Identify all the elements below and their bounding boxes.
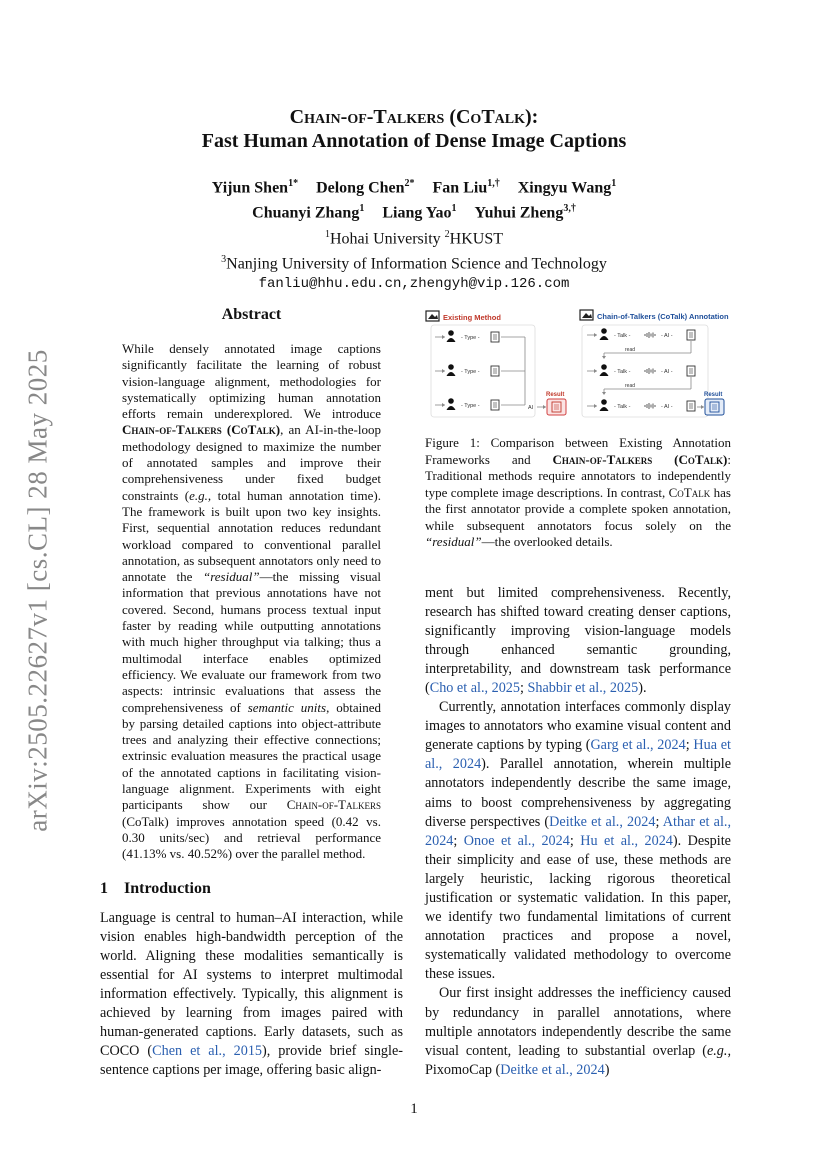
person-icon <box>601 399 607 405</box>
figure-left-title: Existing Method <box>443 313 501 322</box>
section-heading-introduction: 1 Introduction <box>100 879 211 897</box>
person-body-icon <box>600 336 609 340</box>
result-label-right: Result <box>704 392 723 398</box>
abstract-text: While densely annotated image captions significantly facilitate the learning of robust vision-language alignment, methodologies for systematically optimizing human annotation efforts remain underexplored. We introduce Chain-of-Talkers (CoTalk), an AI-in-the-loop methodology designed to maximize the number of annotated samples and improve their comprehensiveness under fixed budget constraints (e.g., total human annotation time). The framework is built upon two key insights. First, sequential annotation reduces redundant workload compared to conventional parallel annotation, as subsequent annotators only need to annotate the “residual”—the missing visual information that previous annotations have not covered. Second, humans process textual input faster by reading while outputting annotations with much higher throughput via talking; thus a multimodal interface enables optimized efficiency. We evaluate our framework from two aspects: intrinsic evaluations that assess the comprehensiveness of semantic units, obtained by parsing detailed captions into object-attribute trees and analyzing their effective connections; extrinsic evaluation measures the practical usage of the annotated captions in facilitating vision-language alignment. Experiments with eight participants show our Chain-of-Talkers (CoTalk) improves annotation speed (0.42 vs. 0.30 units/sec) and retrieval performance (41.13% vs. 40.52%) over the parallel method. <box>122 341 381 862</box>
ai-label: AI <box>528 405 534 411</box>
person-icon <box>448 364 454 370</box>
abstract-heading: Abstract <box>221 306 282 323</box>
talk-label: - Talk - <box>614 369 631 375</box>
intro-paragraph-3: Currently, annotation interfaces commonly display images to annotators who examine visual content and generate captions by typing (Garg et al., 2024; Hua et al., 2024). Parallel annotation, wherein multiple annotators independently describe the same image, aims to boost comprehensiveness by aggregating diverse perspectives (Deitke et al., 2024; Athar et al., 2024; Onoe et al., 2024; Hu et al., 2024). Despite their simplicity and ease of use, these methods are largely heuristic, lacking rigorous theoretical justification or systematic validation. In this paper, we identify two fundamental limitations of current annotation practices and propose a novel, systematically validated methodology to overcome these issues. <box>425 699 731 983</box>
talk-label: - Talk - <box>614 404 631 410</box>
type-label: - Type - <box>461 403 480 409</box>
citation-link[interactable]: Onoe et al., 2024 <box>463 832 570 849</box>
arrow-head <box>442 335 445 339</box>
type-label: - Type - <box>461 335 480 341</box>
author: Chuanyi Zhang$^1$ <box>252 203 365 222</box>
type-label: - Type - <box>461 369 480 375</box>
person-icon <box>601 364 607 370</box>
intro-paragraph-1: Language is central to human–AI interaction, while vision enables high-bandwidth perception of the world. Aligning these modalities semantically is essential for AI systems to interpret multimodal information effectively. Typically, this alignment is achieved by learning from images paired with human-generated captions. Early datasets, such as COCO (Chen et al., 2015), provide brief single-sentence captions per image, offering basic align- <box>100 909 403 1079</box>
paper-title-line1: Chain-of-Talkers (CoTalk): <box>289 106 539 128</box>
author: Liang Yao$^1$ <box>382 203 457 222</box>
arrow-head <box>442 369 445 373</box>
affiliation-1: $^1$Hohai University $^2$HKUST <box>325 228 503 247</box>
right-column <box>425 305 731 1080</box>
arxiv-identifier: arXiv:2505.22627v1 [cs.CL] 28 May 2025 <box>22 348 53 832</box>
citation-link[interactable]: Chen et al., 2015 <box>152 1043 263 1060</box>
left-column <box>100 305 403 1080</box>
author-row-1 <box>100 173 728 198</box>
figure-1-svg <box>425 305 731 425</box>
talk-label: - Talk - <box>614 333 631 339</box>
intro-paragraph-2: ment but limited comprehensiveness. Recently, research has shifted toward creating denser captions, significantly improving vision-language models through enhanced semantic grounding, interpretability, and downstream task performance (Cho et al., 2025; Shabbir et al., 2025). <box>425 584 731 696</box>
arrow-head <box>701 405 704 409</box>
citation-link[interactable]: Cho et al., 2025 <box>429 679 520 696</box>
figure-right-title: Chain-of-Talkers (CoTalk) Annotation <box>597 312 729 321</box>
author: Fan Liu$^{1,\dagger}$ <box>432 178 500 197</box>
title-block <box>100 105 728 294</box>
image-icon <box>426 311 439 321</box>
existing-method-rows <box>431 325 546 417</box>
person-body-icon <box>600 407 609 411</box>
page-number: 1 <box>410 1101 418 1117</box>
right-body <box>425 584 731 1080</box>
author: Xingyu Wang$^1$ <box>517 178 617 197</box>
read-label: read <box>625 347 636 353</box>
citation-link[interactable]: Garg et al., 2024 <box>590 737 686 754</box>
arrow-head <box>594 333 597 337</box>
arrow-head <box>594 369 597 373</box>
figure-1-diagram <box>425 305 731 425</box>
author: Yuhui Zheng$^{3,\dagger}$ <box>474 203 576 222</box>
read-label: read <box>625 383 636 389</box>
citation-link[interactable]: Hu et al., 2024 <box>580 832 673 849</box>
author-list <box>100 173 728 224</box>
ai-label: - AI - <box>661 404 673 410</box>
person-body-icon <box>600 372 609 376</box>
person-body-icon <box>447 406 456 410</box>
person-icon <box>448 330 454 336</box>
arrow-head <box>594 404 597 408</box>
citation-link[interactable]: Hua et al., 2024 <box>425 737 731 773</box>
person-icon <box>601 328 607 334</box>
person-body-icon <box>447 338 456 342</box>
author-row-2 <box>100 198 728 223</box>
intro-paragraph-4: Our first insight addresses the inefficiency caused by redundancy in parallel annotations, where multiple annotators independently describe the same visual content, leading to substantial overlap (e.g., PixomoCap (Deitke et al., 2024) <box>425 985 731 1078</box>
person-body-icon <box>447 372 456 376</box>
person-icon <box>448 398 454 404</box>
author: Yijun Shen$^{1*}$ <box>211 178 299 197</box>
citation-link[interactable]: Deitke et al., 2024 <box>549 813 656 830</box>
arrow-head <box>543 405 546 409</box>
ai-label: - AI - <box>661 369 673 375</box>
paper-title-line2: Fast Human Annotation of Dense Image Captions <box>201 130 627 152</box>
citation-link[interactable]: Athar et al., 2024 <box>425 813 731 849</box>
image-icon <box>580 310 593 320</box>
result-label-left: Result <box>546 392 565 398</box>
citation-link[interactable]: Deitke et al., 2024 <box>500 1061 605 1078</box>
cotalk-rows <box>582 325 708 417</box>
figure-1-caption: Figure 1: Comparison between Existing Annotation Frameworks and Chain-of-Talkers (CoTalk): Traditional methods require annotators to independently type complete image descriptions. In contrast, CoTalk has the first annotator provide a complete spoken annotation, while subsequent annotators focus solely on the “residual”—the overlooked details. <box>425 435 731 549</box>
arrow-head <box>442 403 445 407</box>
author-emails: fanliu@hhu.edu.cn,zhengyh@vip.126.com <box>258 276 570 293</box>
citation-link[interactable]: Shabbir et al., 2025 <box>527 679 639 696</box>
author: Delong Chen$^{2*}$ <box>316 178 415 197</box>
ai-label: - AI - <box>661 333 673 339</box>
affiliation-2: $^3$Nanjing University of Information Science and Technology <box>221 253 607 273</box>
